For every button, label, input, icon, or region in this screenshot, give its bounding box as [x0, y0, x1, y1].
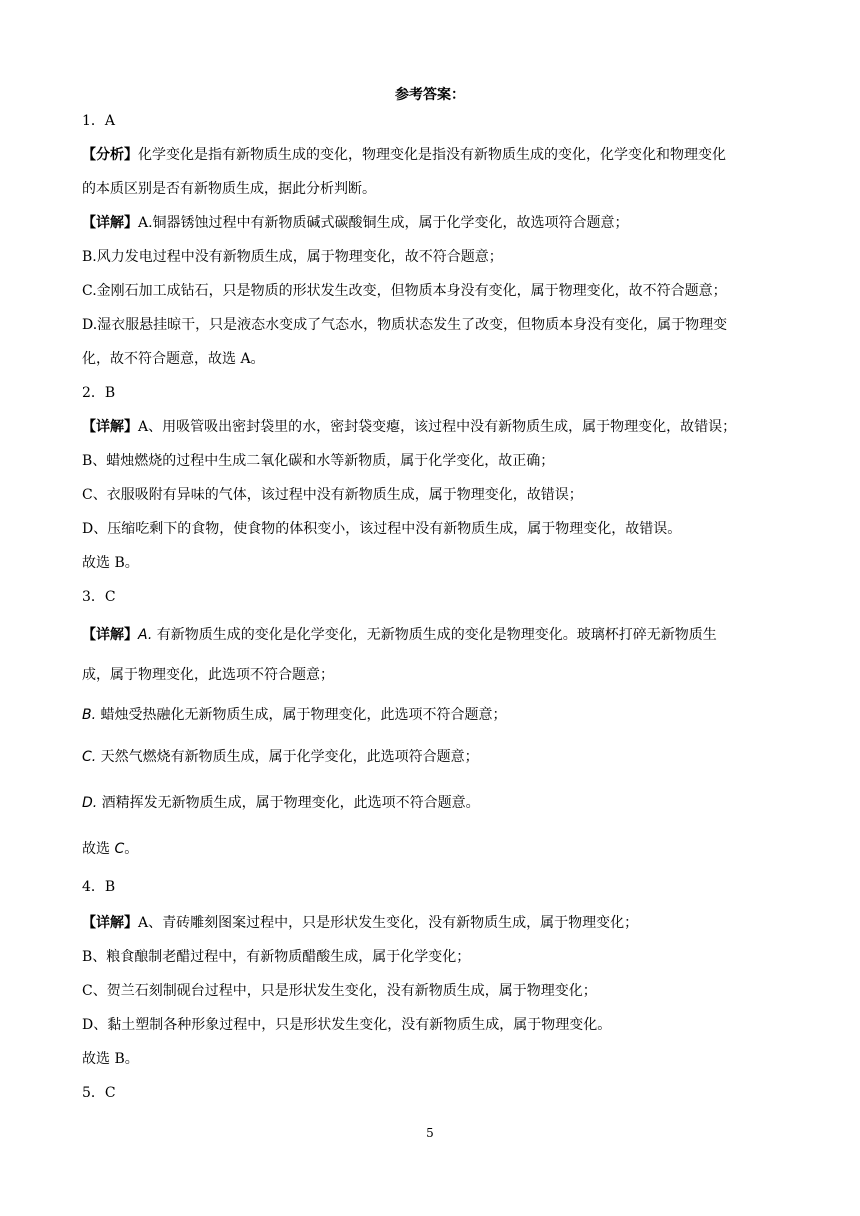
- q2-number: 2．B: [82, 385, 116, 401]
- conclusion-suffix: 。: [124, 841, 139, 857]
- q2-detail-c: C、衣服吸附有异味的气体，该过程中没有新物质生成，属于物理变化，故错误；: [82, 487, 583, 503]
- q3-detail-d: [82, 792, 782, 814]
- option-letter: B.: [82, 707, 97, 723]
- detail-tag: 【详解】: [82, 915, 138, 931]
- option-letter: C: [114, 841, 125, 857]
- option-letter: D.: [82, 795, 98, 811]
- q1-analysis-line-1: [82, 144, 782, 166]
- detail-tag: 【详解】: [82, 419, 138, 435]
- detail-text: A、青砖雕刻图案过程中，只是形状发生变化，没有新物质生成，属于物理变化；: [138, 915, 639, 931]
- analysis-text: 化学变化是指有新物质生成的变化，物理变化是指没有新物质生成的变化，化学变化和物理变化: [138, 147, 726, 163]
- q3-detail-a-line-1: [82, 624, 782, 646]
- q2-detail-b: B、蜡烛燃烧的过程中生成二氧化碳和水等新物质，属于化学变化，故正确；: [82, 453, 555, 469]
- q1-detail-d-line-2: 化，故不符合题意，故选 A。: [82, 351, 265, 367]
- detail-text: A.铜器锈蚀过程中有新物质碱式碳酸铜生成，属于化学变化，故选项符合题意；: [138, 215, 629, 231]
- detail-tag: 【详解】: [82, 627, 138, 643]
- q4-detail-a: [82, 912, 782, 934]
- detail-text: A、用吸管吸出密封袋里的水，密封袋变瘪，该过程中没有新物质生成，属于物理变化，故错误；: [138, 419, 737, 435]
- q3-detail-a-line-2: 成，属于物理变化，此选项不符合题意；: [82, 667, 334, 683]
- detail-text: 天然气燃烧有新物质生成，属于化学变化，此选项符合题意；: [96, 749, 479, 765]
- q2-detail-a: [82, 416, 782, 438]
- detail-text: 蜡烛受热融化无新物质生成，属于物理变化，此选项不符合题意；: [96, 707, 507, 723]
- q4-number: 4．B: [82, 879, 116, 895]
- q3-conclusion: [82, 838, 782, 860]
- q1-analysis-line-2: 的本质区别是否有新物质生成，据此分析判断。: [82, 181, 376, 197]
- page-number: 5: [426, 1126, 434, 1140]
- q3-number: 3．C: [82, 589, 116, 605]
- q4-detail-d: D、黏土塑制各种形象过程中，只是形状发生变化，没有新物质生成，属于物理变化。: [82, 1017, 612, 1033]
- q2-conclusion: 故选 B。: [82, 555, 139, 571]
- option-letter: A.: [138, 627, 153, 643]
- q1-detail-d-line-1: D.湿衣服悬挂晾干，只是液态水变成了气态水，物质状态发生了改变，但物质本身没有变化，属于物理变: [82, 317, 728, 333]
- q1-number: 1．A: [82, 113, 116, 129]
- detail-tag: 【详解】: [82, 215, 138, 231]
- q4-detail-b: B、粮食酿制老醋过程中，有新物质醋酸生成，属于化学变化；: [82, 949, 471, 965]
- q1-detail-a: [82, 212, 782, 234]
- q1-detail-c: C.金刚石加工成钻石，只是物质的形状发生改变，但物质本身没有变化，属于物理变化，故不符合题意；: [82, 283, 727, 299]
- detail-text: 酒精挥发无新物质生成，属于物理变化，此选项不符合题意。: [97, 795, 480, 811]
- option-letter: C.: [82, 749, 97, 765]
- conclusion-prefix: 故选: [82, 841, 115, 857]
- detail-text: 有新物质生成的变化是化学变化，无新物质生成的变化是物理变化。玻璃杯打碎无新物质生: [152, 627, 717, 643]
- q4-detail-c: C、贺兰石刻制砚台过程中，只是形状发生变化，没有新物质生成，属于物理变化；: [82, 983, 597, 999]
- q3-detail-c: [82, 746, 782, 768]
- q3-detail-b: [82, 704, 782, 726]
- page-title: 参考答案：: [395, 87, 465, 103]
- q2-detail-d: D、压缩吃剩下的食物，使食物的体积变小，该过程中没有新物质生成，属于物理变化，故错误。: [82, 521, 682, 537]
- q4-conclusion: 故选 B。: [82, 1051, 139, 1067]
- q1-detail-b: B.风力发电过程中没有新物质生成，属于物理变化，故不符合题意；: [82, 249, 503, 265]
- q5-number: 5．C: [82, 1085, 116, 1101]
- analysis-tag: 【分析】: [82, 147, 138, 163]
